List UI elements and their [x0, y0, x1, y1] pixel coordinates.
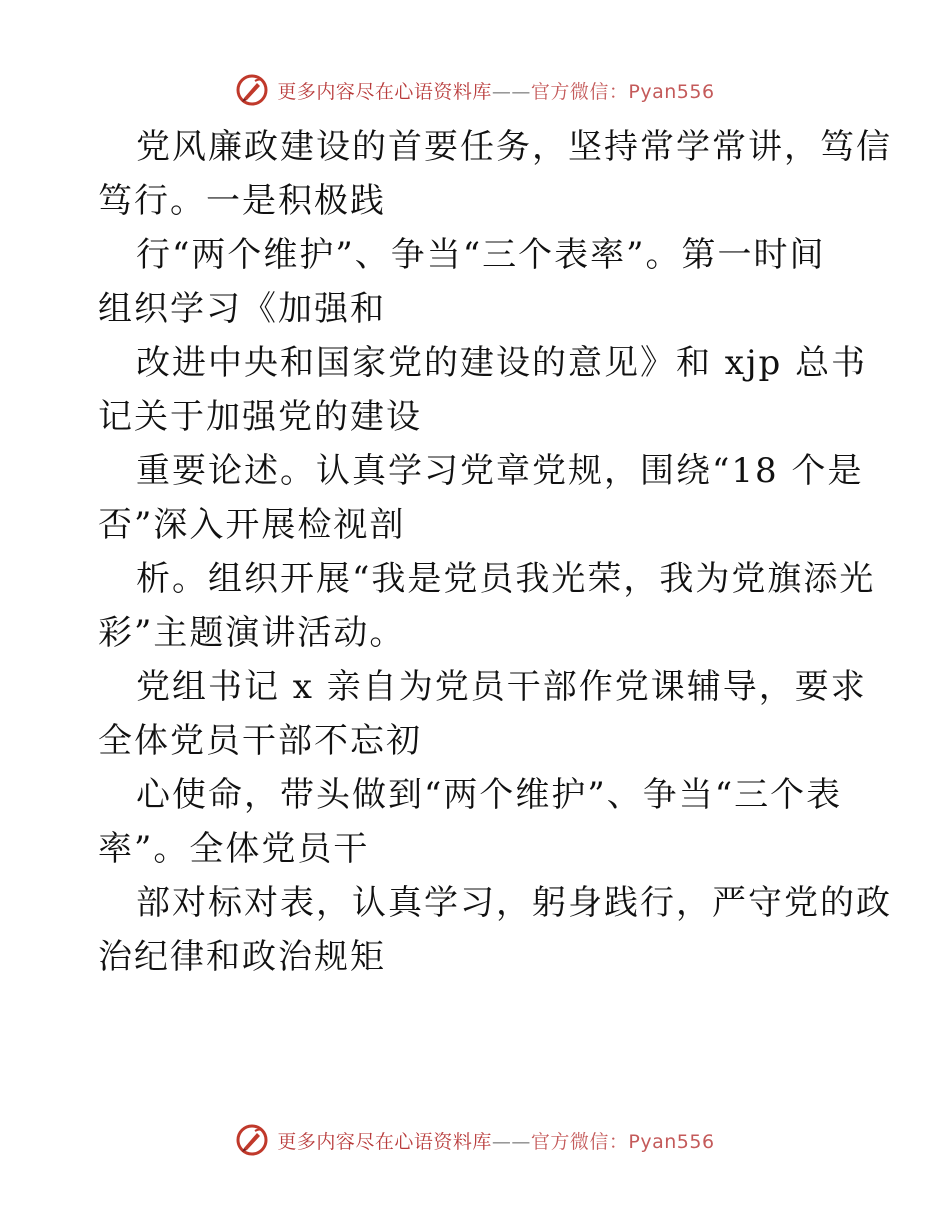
text-line: 治纪律和政治规矩: [98, 937, 386, 977]
text-line: 行“两个维护”、争当“三个表率”。第一时间: [136, 235, 826, 275]
pen-logo-icon: [235, 1123, 269, 1157]
text-line: 组织学习《加强和: [98, 289, 386, 329]
header-contact-text: 官方微信：Pyan556: [530, 80, 715, 103]
header-watermark-banner: [0, 70, 950, 110]
text-line: 重要论述。认真学习党章党规，围绕“18 个是: [136, 451, 864, 491]
text-line: 党风廉政建设的首要任务，坚持常学常讲，笃信: [136, 127, 892, 167]
text-line: 笃行。一是积极践: [98, 181, 386, 221]
footer-contact-text: 官方微信：Pyan556: [530, 1130, 715, 1153]
pen-logo-icon: [235, 73, 269, 107]
text-line: 改进中央和国家党的建设的意见》和 xjp 总书: [136, 343, 868, 383]
footer-watermark-banner: [0, 1120, 950, 1160]
header-site-text: 更多内容尽在心语资料库: [277, 80, 492, 103]
body-text: [98, 120, 892, 984]
header-separator: ——: [491, 80, 531, 103]
header-banner-text: [277, 77, 714, 104]
text-line: 率”。全体党员干: [98, 829, 370, 869]
text-line: 记关于加强党的建设: [98, 397, 422, 437]
footer-separator: ——: [491, 1130, 531, 1153]
text-line: 党组书记 x 亲自为党员干部作党课辅导，要求: [136, 667, 867, 707]
text-line: 心使命，带头做到“两个维护”、争当“三个表: [136, 775, 843, 815]
text-line: 否”深入开展检视剖: [98, 505, 406, 545]
text-line: 彩”主题演讲活动。: [98, 613, 406, 653]
text-line: 析。组织开展“我是党员我光荣，我为党旗添光: [136, 559, 876, 599]
footer-banner-text: [277, 1127, 714, 1154]
footer-site-text: 更多内容尽在心语资料库: [277, 1130, 492, 1153]
text-line: 全体党员干部不忘初: [98, 721, 422, 761]
text-line: 部对标对表，认真学习，躬身践行，严守党的政: [136, 883, 892, 923]
